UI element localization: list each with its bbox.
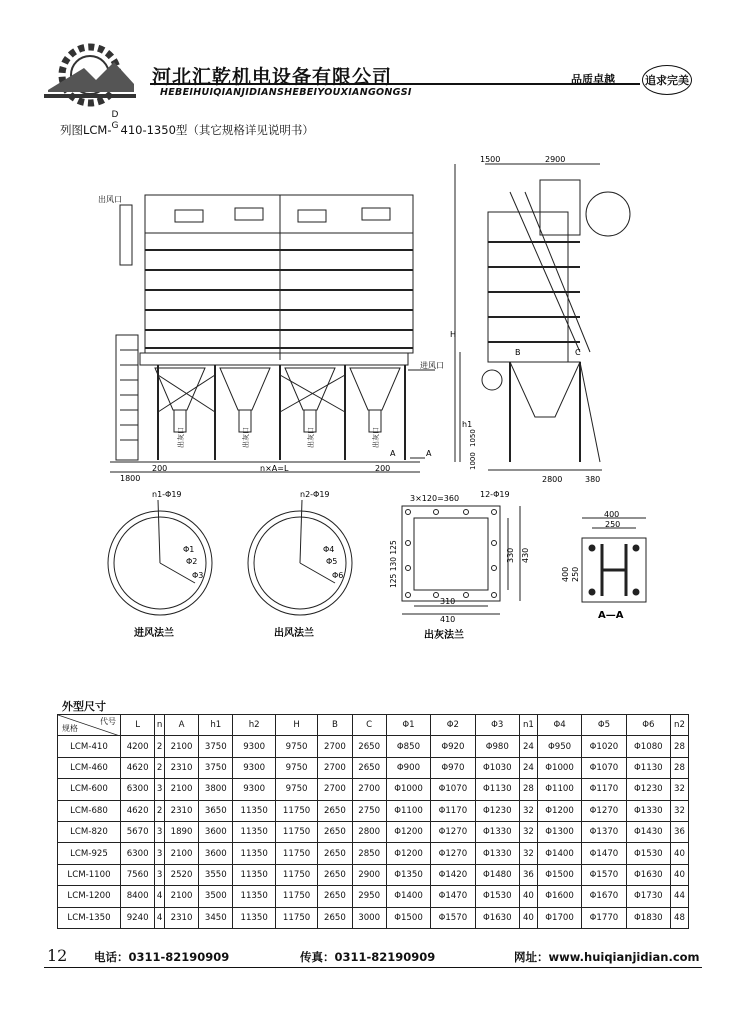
value-cell: Φ1000: [386, 779, 430, 800]
value-cell: 2310: [164, 800, 198, 821]
mark-a-right: A: [426, 449, 432, 458]
dim-2900: 2900: [545, 155, 566, 164]
value-cell: 3650: [199, 800, 233, 821]
value-cell: 4620: [121, 800, 155, 821]
value-cell: 40: [671, 843, 689, 864]
value-cell: Φ1200: [386, 821, 430, 842]
table-header-row: [58, 715, 689, 736]
value-cell: Φ1350: [386, 864, 430, 885]
table-body: [58, 736, 689, 929]
table-row: [58, 907, 689, 928]
value-cell: 48: [671, 907, 689, 928]
table-row: [58, 864, 689, 885]
column-header: A: [164, 715, 198, 736]
label-outlet: 出风口: [98, 195, 122, 204]
table-row: [58, 886, 689, 907]
value-cell: 2950: [352, 886, 386, 907]
value-cell: Φ1530: [475, 886, 519, 907]
value-cell: 11350: [233, 886, 275, 907]
column-header: H: [275, 715, 317, 736]
value-cell: 11350: [233, 907, 275, 928]
value-cell: 9300: [233, 736, 275, 757]
value-cell: Φ1170: [582, 779, 626, 800]
dim-nxa-l: n×A=L: [260, 464, 289, 473]
value-cell: 2700: [318, 757, 352, 778]
slogan-perfection-text: 追求完美: [645, 74, 689, 87]
value-cell: Φ1100: [537, 779, 581, 800]
model-cell: LCM-820: [58, 821, 121, 842]
aa-250-top: 250: [605, 520, 621, 529]
ash-410: 410: [440, 615, 456, 624]
ash-430: 430: [521, 547, 530, 563]
value-cell: 2: [155, 736, 165, 757]
label-ash-4: 出灰口: [372, 427, 380, 448]
value-cell: Φ1700: [537, 907, 581, 928]
value-cell: 3600: [199, 821, 233, 842]
value-cell: Φ850: [386, 736, 430, 757]
value-cell: Φ980: [475, 736, 519, 757]
value-cell: 36: [519, 864, 537, 885]
value-cell: 6300: [121, 843, 155, 864]
value-cell: Φ1730: [626, 886, 670, 907]
value-cell: Φ1200: [386, 843, 430, 864]
value-cell: Φ1230: [626, 779, 670, 800]
ash-310: 310: [440, 597, 456, 606]
corner-label-code: 代号: [100, 717, 116, 726]
column-header: Φ3: [475, 715, 519, 736]
value-cell: 3750: [199, 736, 233, 757]
value-cell: Φ1420: [431, 864, 475, 885]
dim-1800: 1800: [120, 474, 141, 483]
value-cell: 2850: [352, 843, 386, 864]
side-elevation-drawing: [450, 152, 650, 487]
value-cell: 28: [519, 779, 537, 800]
value-cell: 11750: [275, 907, 317, 928]
value-cell: Φ1300: [537, 821, 581, 842]
figure-title: [60, 110, 314, 138]
value-cell: Φ1170: [431, 800, 475, 821]
value-cell: Φ1330: [475, 843, 519, 864]
aa-250-side: 250: [571, 566, 580, 582]
outlet-phi6: Φ6: [332, 571, 344, 580]
value-cell: 44: [671, 886, 689, 907]
value-cell: 32: [519, 843, 537, 864]
value-cell: 8400: [121, 886, 155, 907]
value-cell: 28: [671, 757, 689, 778]
column-header: Φ5: [582, 715, 626, 736]
front-elevation-drawing: [90, 150, 450, 485]
inlet-flange-caption: 进风法兰: [134, 628, 174, 639]
value-cell: 11750: [275, 864, 317, 885]
model-cell: LCM-925: [58, 843, 121, 864]
value-cell: Φ1630: [626, 864, 670, 885]
value-cell: Φ1630: [475, 907, 519, 928]
company-name-cn: 河北汇乾机电设备有限公司: [152, 66, 393, 88]
dim-2800: 2800: [542, 475, 563, 484]
value-cell: 9750: [275, 736, 317, 757]
column-header: n1: [519, 715, 537, 736]
ash-flange-drawing: [380, 488, 530, 643]
value-cell: 7560: [121, 864, 155, 885]
value-cell: Φ1230: [475, 800, 519, 821]
value-cell: Φ1080: [626, 736, 670, 757]
value-cell: Φ1270: [431, 821, 475, 842]
slogan-quality: 品质卓越: [571, 73, 615, 86]
value-cell: Φ1570: [431, 907, 475, 928]
value-cell: Φ1770: [582, 907, 626, 928]
table-row: [58, 821, 689, 842]
value-cell: 2650: [318, 886, 352, 907]
model-cell: LCM-600: [58, 779, 121, 800]
value-cell: 3800: [199, 779, 233, 800]
value-cell: Φ1270: [582, 800, 626, 821]
value-cell: 9300: [233, 757, 275, 778]
inlet-phi3: Φ3: [192, 571, 204, 580]
value-cell: 2520: [164, 864, 198, 885]
value-cell: 2750: [352, 800, 386, 821]
outlet-flange-drawing: [240, 488, 370, 643]
dim-b: B: [515, 348, 521, 357]
value-cell: Φ1500: [537, 864, 581, 885]
value-cell: 11750: [275, 843, 317, 864]
dim-1050: 1050: [469, 429, 477, 447]
label-ash-2: 出灰口: [242, 427, 250, 448]
value-cell: 11750: [275, 886, 317, 907]
value-cell: Φ1020: [582, 736, 626, 757]
ash-vertical-dims: 125 130 125: [389, 540, 398, 588]
value-cell: 2100: [164, 779, 198, 800]
value-cell: Φ1400: [537, 843, 581, 864]
dimension-table: [57, 714, 689, 929]
value-cell: Φ900: [386, 757, 430, 778]
column-header: h2: [233, 715, 275, 736]
value-cell: 2650: [318, 864, 352, 885]
value-cell: 11350: [233, 821, 275, 842]
value-cell: 2700: [318, 736, 352, 757]
value-cell: Φ1480: [475, 864, 519, 885]
figure-title-suffix: 410-1350型（其它规格详见说明书）: [120, 123, 314, 137]
value-cell: 2100: [164, 886, 198, 907]
value-cell: 11350: [233, 864, 275, 885]
value-cell: 24: [519, 736, 537, 757]
value-cell: 2: [155, 800, 165, 821]
value-cell: 32: [671, 779, 689, 800]
value-cell: 9750: [275, 779, 317, 800]
value-cell: 2650: [318, 843, 352, 864]
value-cell: 11350: [233, 800, 275, 821]
value-cell: 40: [671, 864, 689, 885]
value-cell: Φ970: [431, 757, 475, 778]
value-cell: 4: [155, 886, 165, 907]
model-cell: LCM-1200: [58, 886, 121, 907]
model-cell: LCM-1350: [58, 907, 121, 928]
inlet-phi1: Φ1: [183, 545, 195, 554]
value-cell: 2100: [164, 736, 198, 757]
dim-1500: 1500: [480, 155, 501, 164]
value-cell: Φ1200: [537, 800, 581, 821]
corner-label-spec: 规格: [62, 724, 78, 734]
value-cell: Φ1000: [537, 757, 581, 778]
value-cell: Φ1270: [431, 843, 475, 864]
value-cell: 2100: [164, 843, 198, 864]
company-name-en: HEBEIHUIQIANJIDIANSHEBEIYOUXIANGONGSI: [160, 87, 412, 98]
value-cell: 2650: [352, 736, 386, 757]
table-corner-cell: [58, 715, 121, 736]
value-cell: 2900: [352, 864, 386, 885]
outlet-phi5: Φ5: [326, 557, 338, 566]
value-cell: 4: [155, 907, 165, 928]
value-cell: Φ1370: [582, 821, 626, 842]
value-cell: 32: [519, 800, 537, 821]
table-row: [58, 843, 689, 864]
value-cell: 11750: [275, 800, 317, 821]
value-cell: 2650: [318, 907, 352, 928]
ash-330: 330: [506, 547, 515, 563]
value-cell: 2650: [352, 757, 386, 778]
column-header: Φ4: [537, 715, 581, 736]
value-cell: Φ1330: [626, 800, 670, 821]
inlet-phi2: Φ2: [186, 557, 198, 566]
slogan-perfection: [642, 65, 692, 95]
value-cell: Φ920: [431, 736, 475, 757]
outlet-flange-caption: 出风法兰: [274, 628, 314, 639]
value-cell: 3450: [199, 907, 233, 928]
value-cell: 3600: [199, 843, 233, 864]
outlet-phi4: Φ4: [323, 545, 335, 554]
figure-title-prefix: 列图LCM-: [60, 123, 112, 137]
value-cell: Φ1400: [386, 886, 430, 907]
value-cell: Φ1600: [537, 886, 581, 907]
column-header: h1: [199, 715, 233, 736]
mark-a-left: A: [390, 449, 396, 458]
column-header: C: [352, 715, 386, 736]
value-cell: 32: [671, 800, 689, 821]
value-cell: 3500: [199, 886, 233, 907]
value-cell: Φ1130: [626, 757, 670, 778]
value-cell: Φ1470: [582, 843, 626, 864]
value-cell: 2310: [164, 757, 198, 778]
value-cell: 3550: [199, 864, 233, 885]
model-cell: LCM-1100: [58, 864, 121, 885]
value-cell: 3000: [352, 907, 386, 928]
footer-fax: 传真：0311-82190909: [300, 950, 436, 964]
value-cell: Φ1100: [386, 800, 430, 821]
value-cell: 6300: [121, 779, 155, 800]
value-cell: Φ1070: [431, 779, 475, 800]
value-cell: Φ1500: [386, 907, 430, 928]
value-cell: 9300: [233, 779, 275, 800]
column-header: n: [155, 715, 165, 736]
footer-phone: 电话：0311-82190909: [94, 950, 230, 964]
section-aa-drawing: [560, 510, 660, 630]
value-cell: 2650: [318, 800, 352, 821]
dim-380: 380: [585, 475, 601, 484]
table-row: [58, 736, 689, 757]
value-cell: 40: [519, 907, 537, 928]
value-cell: 32: [519, 821, 537, 842]
value-cell: Φ1570: [582, 864, 626, 885]
footer-rule: [44, 967, 702, 968]
value-cell: 4200: [121, 736, 155, 757]
dim-c: C: [575, 348, 581, 357]
dim-h1: h1: [462, 420, 473, 429]
model-cell: LCM-410: [58, 736, 121, 757]
value-cell: 3: [155, 843, 165, 864]
inlet-holes: n1-Φ19: [152, 490, 182, 499]
model-cell: LCM-460: [58, 757, 121, 778]
value-cell: 2: [155, 757, 165, 778]
value-cell: 1890: [164, 821, 198, 842]
table-title: 外型尺寸: [62, 700, 106, 713]
aa-400-top: 400: [604, 510, 620, 519]
column-header: L: [121, 715, 155, 736]
inlet-flange-drawing: [100, 488, 230, 643]
value-cell: Φ1670: [582, 886, 626, 907]
column-header: Φ6: [626, 715, 670, 736]
value-cell: 11750: [275, 821, 317, 842]
column-header: Φ2: [431, 715, 475, 736]
footer-website: 网址：www.huiqianjidian.com: [514, 950, 700, 964]
value-cell: Φ1130: [475, 779, 519, 800]
value-cell: 9240: [121, 907, 155, 928]
ash-holes: 12-Φ19: [480, 490, 510, 499]
column-header: Φ1: [386, 715, 430, 736]
value-cell: 36: [671, 821, 689, 842]
value-cell: 28: [671, 736, 689, 757]
ash-pitch: 3×120=360: [410, 494, 460, 503]
value-cell: 24: [519, 757, 537, 778]
value-cell: Φ1530: [626, 843, 670, 864]
value-cell: 3: [155, 864, 165, 885]
value-cell: 2700: [318, 779, 352, 800]
company-logo: [44, 40, 136, 110]
table-row: [58, 800, 689, 821]
dim-1000: 1000: [469, 452, 477, 470]
value-cell: Φ1070: [582, 757, 626, 778]
figure-title-sup: D: [111, 110, 119, 120]
value-cell: Φ1330: [475, 821, 519, 842]
table-row: [58, 779, 689, 800]
value-cell: Φ1470: [431, 886, 475, 907]
aa-400-side: 400: [561, 566, 570, 582]
value-cell: 2650: [318, 821, 352, 842]
model-cell: LCM-680: [58, 800, 121, 821]
aa-caption: A—A: [598, 610, 624, 621]
label-ash-1: 出灰口: [177, 427, 185, 448]
value-cell: Φ1030: [475, 757, 519, 778]
ash-flange-caption: 出灰法兰: [424, 630, 464, 641]
figure-title-sub: G: [111, 121, 119, 131]
value-cell: 40: [519, 886, 537, 907]
value-cell: Φ1830: [626, 907, 670, 928]
value-cell: 3750: [199, 757, 233, 778]
value-cell: 3: [155, 821, 165, 842]
dim-200-right: 200: [375, 464, 391, 473]
value-cell: Φ950: [537, 736, 581, 757]
figure-title-dg: [111, 110, 121, 137]
label-inlet: 进风口: [420, 361, 444, 370]
value-cell: 5670: [121, 821, 155, 842]
value-cell: 2310: [164, 907, 198, 928]
value-cell: 11350: [233, 843, 275, 864]
dim-h: H: [450, 330, 457, 339]
outlet-holes: n2-Φ19: [300, 490, 330, 499]
value-cell: 3: [155, 779, 165, 800]
table-row: [58, 757, 689, 778]
page-number: 12: [47, 946, 68, 965]
value-cell: 2800: [352, 821, 386, 842]
value-cell: 4620: [121, 757, 155, 778]
value-cell: Φ1430: [626, 821, 670, 842]
value-cell: 2700: [352, 779, 386, 800]
label-ash-3: 出灰口: [307, 427, 315, 448]
column-header: B: [318, 715, 352, 736]
column-header: n2: [671, 715, 689, 736]
value-cell: 9750: [275, 757, 317, 778]
dim-200-left: 200: [152, 464, 168, 473]
